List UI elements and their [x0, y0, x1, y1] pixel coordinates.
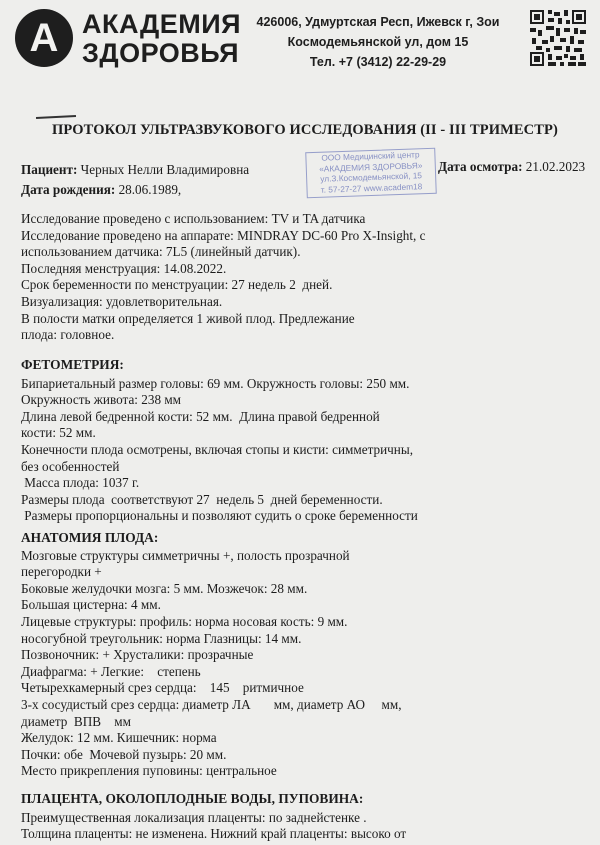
dob-label: Дата рождения:: [21, 182, 116, 197]
clinic-address: [242, 12, 514, 72]
exam-date-row: [438, 159, 585, 175]
qr-code-icon: [530, 10, 586, 66]
anatomy-line: Четырехкамерный срез сердца: 145 ритмичное: [21, 680, 304, 696]
anatomy-line: Диафрагма: + Легкие: степень: [21, 663, 201, 679]
stamp-line1: ООО Медицинский центр: [321, 149, 420, 163]
stamp-line3: ул.З.Космодемьянской, 15: [320, 170, 423, 184]
fetometry-line: Размеры плода соответствуют 27 недель 5 дней беременности.: [21, 491, 383, 507]
fetometry-line: кости: 52 мм.: [21, 425, 96, 441]
fetometry-line: Конечности плода осмотрены, включая стопы и кисти: симметричны,: [21, 441, 414, 457]
patient-name-label: Пациент:: [21, 162, 78, 177]
clinic-stamp: [305, 148, 437, 199]
fetometry-line: Бипариетальный размер головы: 69 мм. Окружность головы: 250 мм.: [21, 375, 410, 391]
fetometry-line: Окружность живота: 238 мм: [21, 392, 182, 408]
placenta-heading: ПЛАЦЕНТА, ОКОЛОПЛОДНЫЕ ВОДЫ, ПУПОВИНА:: [21, 791, 364, 806]
fetometry-line: Масса плода: 1037 г.: [21, 475, 140, 491]
document-title: ПРОТОКОЛ УЛЬТРАЗВУКОВОГО ИССЛЕДОВАНИЯ (II - III ТРИМЕСТР): [52, 122, 558, 138]
anatomy-line: диаметр ВПВ мм: [21, 713, 131, 729]
anatomy-line: 3-х сосудистый срез сердца: диаметр ЛА мм, диаметр АО мм,: [21, 696, 402, 712]
patient-name: Черных Нелли Владимировна: [80, 162, 250, 177]
anatomy-section: [21, 530, 586, 780]
intro-line: плода: головное.: [21, 327, 115, 343]
placenta-line: Толщина плаценты: не изменена. Нижний край плаценты: высоко от: [21, 826, 407, 842]
exam-date-value: 21.02.2023: [525, 159, 586, 174]
intro-line: Исследование проведено на аппарате: MINDRAY DC-60 Pro X-Insight, с: [21, 227, 426, 243]
fetometry-heading: ФЕТОМЕТРИЯ:: [21, 357, 124, 372]
anatomy-line: Мозговые структуры симметричны +, полость прозрачной: [21, 547, 350, 563]
exam-date-label: Дата осмотра:: [438, 159, 523, 174]
intro-line: Последняя менструация: 14.08.2022.: [21, 260, 227, 276]
clinic-name: [82, 10, 241, 68]
anatomy-line: Желудок: 12 мм. Кишечник: норма: [21, 730, 217, 746]
fetometry-line: Длина левой бедренной кости: 52 мм. Длина правой бедренной: [21, 408, 380, 424]
fetometry-line: без особенностей: [21, 458, 120, 474]
stamp-line2: «АКАДЕМИЯ ЗДОРОВЬЯ»: [319, 159, 423, 174]
intro-line: использованием датчика: 7L5 (линейный датчик).: [21, 244, 301, 260]
dob-row: [21, 182, 181, 198]
patient-name-row: [21, 162, 249, 178]
anatomy-line: Лицевые структуры: профиль: норма носовая кость: 9 мм.: [21, 613, 348, 629]
phone: Тел. +7 (3412) 22-29-29: [309, 55, 447, 69]
fetometry-section: [21, 357, 586, 525]
intro-section: [21, 211, 586, 344]
anatomy-line: Место прикрепления пуповины: центральное: [21, 763, 277, 779]
anatomy-line: перегородки +: [21, 564, 102, 580]
fetometry-line: Размеры пропорциональны и позволяют судить о сроке беременности: [21, 508, 418, 524]
anatomy-line: Почки: обе Мочевой пузырь: 20 мм.: [21, 746, 227, 762]
pen-mark: [36, 115, 76, 119]
stamp-line4: т. 57-27-27 www.academ18: [320, 181, 423, 195]
anatomy-line: Большая цистерна: 4 мм.: [21, 597, 161, 613]
intro-line: Визуализация: удовлетворительная.: [21, 293, 223, 309]
placenta-section: [21, 791, 586, 843]
clinic-name-line2: ЗДОРОВЬЯ: [82, 38, 240, 68]
logo-letter: А: [29, 16, 59, 60]
anatomy-line: Боковые желудочки мозга: 5 мм. Мозжечок: 28 мм.: [21, 580, 308, 596]
clinic-logo: [15, 9, 73, 67]
intro-line: Исследование проведено с использованием: TV и TA датчика: [21, 211, 366, 226]
address-line2: Космодемьянской ул, дом 15: [287, 35, 469, 49]
anatomy-line: Позвоночник: + Хрусталики: прозрачные: [21, 647, 254, 663]
intro-line: Срок беременности по менструации: 27 недель 2 дней.: [21, 277, 333, 293]
dob-value: 28.06.1989,: [118, 182, 182, 197]
intro-line: В полости матки определяется 1 живой плод. Предлежание: [21, 310, 355, 326]
address-line1: 426006, Удмуртская Респ, Ижевск г, Зои: [256, 15, 500, 29]
anatomy-heading: АНАТОМИЯ ПЛОДА:: [21, 530, 159, 545]
clinic-name-line1: АКАДЕМИЯ: [82, 9, 242, 39]
placenta-line: Преимущественная локализация плаценты: по заднейстенке .: [21, 809, 367, 825]
anatomy-line: носогубной треугольник: норма Глазницы: 14 мм.: [21, 630, 302, 646]
